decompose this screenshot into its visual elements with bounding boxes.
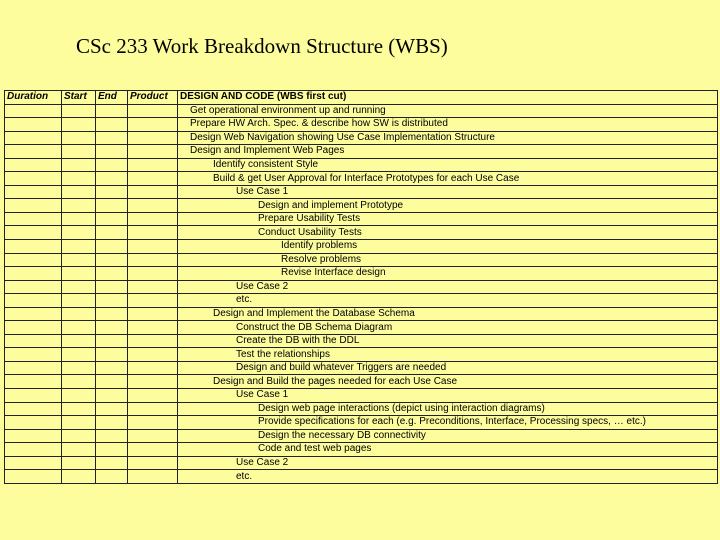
- task-cell: etc.: [178, 294, 718, 308]
- end-cell: [96, 172, 128, 186]
- table-row: [5, 280, 718, 294]
- duration-cell: [5, 416, 62, 430]
- product-cell: [128, 429, 178, 443]
- table-row: [5, 158, 718, 172]
- table-row: [5, 104, 718, 118]
- task-cell: Resolve problems: [178, 253, 718, 267]
- duration-cell: [5, 104, 62, 118]
- table-row: [5, 348, 718, 362]
- product-cell: [128, 280, 178, 294]
- end-cell: [96, 307, 128, 321]
- task-cell: Use Case 2: [178, 456, 718, 470]
- task-cell: Design and Implement Web Pages: [178, 145, 718, 159]
- duration-cell: [5, 402, 62, 416]
- end-cell: [96, 348, 128, 362]
- table-row: [5, 226, 718, 240]
- duration-cell: [5, 145, 62, 159]
- product-cell: [128, 172, 178, 186]
- start-cell: [62, 375, 96, 389]
- task-cell: Design the necessary DB connectivity: [178, 429, 718, 443]
- table-row: [5, 294, 718, 308]
- task-cell: Design web page interactions (depict using interaction diagrams): [178, 402, 718, 416]
- table-row: [5, 334, 718, 348]
- product-cell: [128, 253, 178, 267]
- duration-cell: [5, 321, 62, 335]
- header-task: DESIGN AND CODE (WBS first cut): [178, 91, 718, 105]
- task-cell: Revise Interface design: [178, 267, 718, 281]
- start-cell: [62, 280, 96, 294]
- table-row: [5, 131, 718, 145]
- start-cell: [62, 443, 96, 457]
- table-row: [5, 267, 718, 281]
- duration-cell: [5, 294, 62, 308]
- task-cell: Design and Implement the Database Schema: [178, 307, 718, 321]
- table-row: [5, 416, 718, 430]
- end-cell: [96, 443, 128, 457]
- duration-cell: [5, 429, 62, 443]
- table-row: [5, 253, 718, 267]
- end-cell: [96, 199, 128, 213]
- product-cell: [128, 104, 178, 118]
- end-cell: [96, 145, 128, 159]
- table-row: [5, 389, 718, 403]
- duration-cell: [5, 361, 62, 375]
- task-cell: Design Web Navigation showing Use Case Implementation Structure: [178, 131, 718, 145]
- product-cell: [128, 389, 178, 403]
- end-cell: [96, 253, 128, 267]
- product-cell: [128, 294, 178, 308]
- start-cell: [62, 185, 96, 199]
- duration-cell: [5, 334, 62, 348]
- end-cell: [96, 375, 128, 389]
- duration-cell: [5, 172, 62, 186]
- product-cell: [128, 307, 178, 321]
- task-cell: Identify problems: [178, 240, 718, 254]
- end-cell: [96, 321, 128, 335]
- duration-cell: [5, 185, 62, 199]
- table-row: [5, 375, 718, 389]
- task-cell: Design and implement Prototype: [178, 199, 718, 213]
- start-cell: [62, 145, 96, 159]
- duration-cell: [5, 456, 62, 470]
- product-cell: [128, 321, 178, 335]
- duration-cell: [5, 307, 62, 321]
- wbs-table: [4, 90, 718, 484]
- task-cell: Code and test web pages: [178, 443, 718, 457]
- table-row: [5, 240, 718, 254]
- task-cell: Identify consistent Style: [178, 158, 718, 172]
- task-cell: Design and Build the pages needed for each Use Case: [178, 375, 718, 389]
- duration-cell: [5, 389, 62, 403]
- header-product: Product: [128, 91, 178, 105]
- duration-cell: [5, 253, 62, 267]
- product-cell: [128, 118, 178, 132]
- task-cell: Use Case 1: [178, 389, 718, 403]
- product-cell: [128, 375, 178, 389]
- start-cell: [62, 361, 96, 375]
- task-cell: Test the relationships: [178, 348, 718, 362]
- duration-cell: [5, 267, 62, 281]
- end-cell: [96, 212, 128, 226]
- end-cell: [96, 429, 128, 443]
- start-cell: [62, 307, 96, 321]
- start-cell: [62, 294, 96, 308]
- start-cell: [62, 118, 96, 132]
- product-cell: [128, 334, 178, 348]
- task-cell: Create the DB with the DDL: [178, 334, 718, 348]
- task-cell: Prepare Usability Tests: [178, 212, 718, 226]
- product-cell: [128, 145, 178, 159]
- product-cell: [128, 240, 178, 254]
- duration-cell: [5, 158, 62, 172]
- start-cell: [62, 334, 96, 348]
- table-row: [5, 199, 718, 213]
- task-cell: Build & get User Approval for Interface Prototypes for each Use Case: [178, 172, 718, 186]
- table-row: [5, 212, 718, 226]
- task-cell: Prepare HW Arch. Spec. & describe how SW is distributed: [178, 118, 718, 132]
- end-cell: [96, 267, 128, 281]
- product-cell: [128, 361, 178, 375]
- table-row: [5, 185, 718, 199]
- table-row: [5, 443, 718, 457]
- product-cell: [128, 470, 178, 484]
- start-cell: [62, 226, 96, 240]
- table-row: [5, 145, 718, 159]
- start-cell: [62, 456, 96, 470]
- start-cell: [62, 104, 96, 118]
- product-cell: [128, 267, 178, 281]
- end-cell: [96, 334, 128, 348]
- duration-cell: [5, 240, 62, 254]
- task-cell: Use Case 2: [178, 280, 718, 294]
- end-cell: [96, 402, 128, 416]
- start-cell: [62, 389, 96, 403]
- task-cell: Conduct Usability Tests: [178, 226, 718, 240]
- table-row: [5, 429, 718, 443]
- task-cell: Get operational environment up and running: [178, 104, 718, 118]
- start-cell: [62, 253, 96, 267]
- duration-cell: [5, 118, 62, 132]
- table-row: [5, 402, 718, 416]
- end-cell: [96, 118, 128, 132]
- duration-cell: [5, 470, 62, 484]
- end-cell: [96, 389, 128, 403]
- table-row: [5, 456, 718, 470]
- end-cell: [96, 240, 128, 254]
- end-cell: [96, 185, 128, 199]
- start-cell: [62, 416, 96, 430]
- end-cell: [96, 361, 128, 375]
- start-cell: [62, 267, 96, 281]
- table-row: [5, 307, 718, 321]
- end-cell: [96, 416, 128, 430]
- wbs-table-body: [5, 104, 718, 483]
- product-cell: [128, 199, 178, 213]
- duration-cell: [5, 348, 62, 362]
- table-row: [5, 118, 718, 132]
- end-cell: [96, 280, 128, 294]
- product-cell: [128, 443, 178, 457]
- product-cell: [128, 402, 178, 416]
- duration-cell: [5, 212, 62, 226]
- start-cell: [62, 429, 96, 443]
- header-end: End: [96, 91, 128, 105]
- start-cell: [62, 470, 96, 484]
- product-cell: [128, 348, 178, 362]
- task-cell: Design and build whatever Triggers are needed: [178, 361, 718, 375]
- end-cell: [96, 294, 128, 308]
- end-cell: [96, 131, 128, 145]
- task-cell: Use Case 1: [178, 185, 718, 199]
- header-start: Start: [62, 91, 96, 105]
- table-header-row: [5, 91, 718, 105]
- start-cell: [62, 131, 96, 145]
- table-row: [5, 470, 718, 484]
- duration-cell: [5, 375, 62, 389]
- product-cell: [128, 456, 178, 470]
- start-cell: [62, 240, 96, 254]
- product-cell: [128, 226, 178, 240]
- start-cell: [62, 212, 96, 226]
- end-cell: [96, 470, 128, 484]
- duration-cell: [5, 443, 62, 457]
- duration-cell: [5, 226, 62, 240]
- table-row: [5, 321, 718, 335]
- duration-cell: [5, 199, 62, 213]
- start-cell: [62, 172, 96, 186]
- task-cell: Provide specifications for each (e.g. Preconditions, Interface, Processing specs, … etc.): [178, 416, 718, 430]
- end-cell: [96, 226, 128, 240]
- start-cell: [62, 321, 96, 335]
- duration-cell: [5, 280, 62, 294]
- task-cell: etc.: [178, 470, 718, 484]
- end-cell: [96, 456, 128, 470]
- end-cell: [96, 158, 128, 172]
- product-cell: [128, 131, 178, 145]
- start-cell: [62, 348, 96, 362]
- end-cell: [96, 104, 128, 118]
- product-cell: [128, 158, 178, 172]
- header-duration: Duration: [5, 91, 62, 105]
- duration-cell: [5, 131, 62, 145]
- start-cell: [62, 158, 96, 172]
- product-cell: [128, 185, 178, 199]
- product-cell: [128, 416, 178, 430]
- table-row: [5, 172, 718, 186]
- slide-title: CSc 233 Work Breakdown Structure (WBS): [76, 34, 448, 58]
- table-row: [5, 361, 718, 375]
- start-cell: [62, 402, 96, 416]
- task-cell: Construct the DB Schema Diagram: [178, 321, 718, 335]
- start-cell: [62, 199, 96, 213]
- product-cell: [128, 212, 178, 226]
